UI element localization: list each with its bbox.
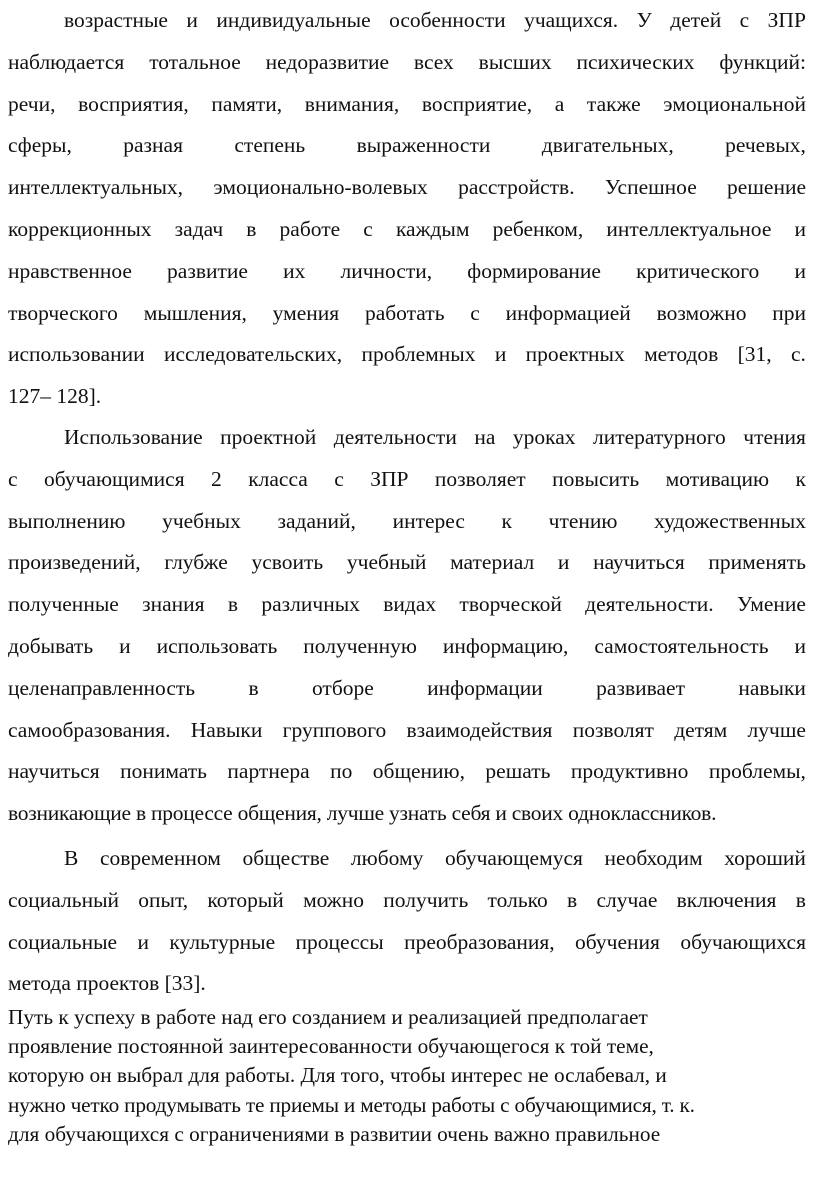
- text-line: полученные знания в различных видах творческой деятельности. Умение: [8, 592, 806, 617]
- text-line: нужно четко продумывать те приемы и методы работы с обучающимися, т. к.: [8, 1092, 695, 1117]
- text-line: творческого мышления, умения работать с информацией возможно при: [8, 300, 806, 325]
- text-line: научиться понимать партнера по общению, решать продуктивно проблемы,: [8, 759, 806, 784]
- text-line: социальный опыт, который можно получить только в случае включения в: [8, 887, 806, 912]
- text-line: В современном обществе любому обучающемуся необходим хороший: [64, 846, 806, 870]
- text-line: выполнению учебных заданий, интерес к чтению художественных: [8, 508, 806, 533]
- paragraph-3: [8, 838, 806, 1005]
- text-line: для обучающихся с ограничениями в развитии очень важно правильное: [8, 1121, 661, 1146]
- text-line: интеллектуальных, эмоционально-волевых расстройств. Успешное решение: [8, 175, 806, 200]
- text-line: 127– 128].: [8, 384, 102, 409]
- paragraph-2: [8, 417, 806, 835]
- text-line: с обучающимися 2 класса с ЗПР позволяет повысить мотивацию к: [8, 466, 806, 491]
- text-line: целенаправленность в отборе информации развивает навыки: [8, 675, 806, 700]
- text-line: социальные и культурные процессы преобразования, обучения обучающихся: [8, 929, 806, 954]
- text-line: возрастные и индивидуальные особенности учащихся. У детей с ЗПР: [64, 8, 806, 32]
- text-line: Путь к успеху в работе над его созданием и реализацией предполагает: [8, 1005, 648, 1029]
- text-line: коррекционных задач в работе с каждым ребенком, интеллектуальное и: [8, 216, 806, 241]
- text-line: сферы, разная степень выраженности двигательных, речевых,: [8, 133, 806, 158]
- text-line: возникающие в процессе общения, лучше узнать себя и своих одноклассников.: [8, 801, 717, 826]
- text-line: нравственное развитие их личности, формирование критического и: [8, 258, 806, 283]
- text-line: использовании исследовательских, проблемных и проектных методов [31, с.: [8, 342, 806, 367]
- paragraph-4: [8, 1003, 806, 1149]
- text-line: которую он выбрал для работы. Для того, чтобы интерес не ослабевал, и: [8, 1063, 667, 1088]
- text-line: метода проектов [33].: [8, 971, 206, 996]
- text-line: речи, восприятия, памяти, внимания, восприятие, а также эмоциональной: [8, 91, 806, 116]
- text-line: проявление постоянной заинтересованности обучающегося к той теме,: [8, 1034, 654, 1059]
- text-line: самообразования. Навыки группового взаимодействия позволят детям лучше: [8, 717, 806, 742]
- text-line: произведений, глубже усвоить учебный материал и научиться применять: [8, 550, 806, 575]
- text-line: наблюдается тотальное недоразвитие всех высших психических функций:: [8, 49, 806, 74]
- paragraph-1: [8, 0, 806, 418]
- text-line: добывать и использовать полученную информацию, самостоятельность и: [8, 633, 806, 658]
- text-line: Использование проектной деятельности на уроках литературного чтения: [64, 425, 806, 449]
